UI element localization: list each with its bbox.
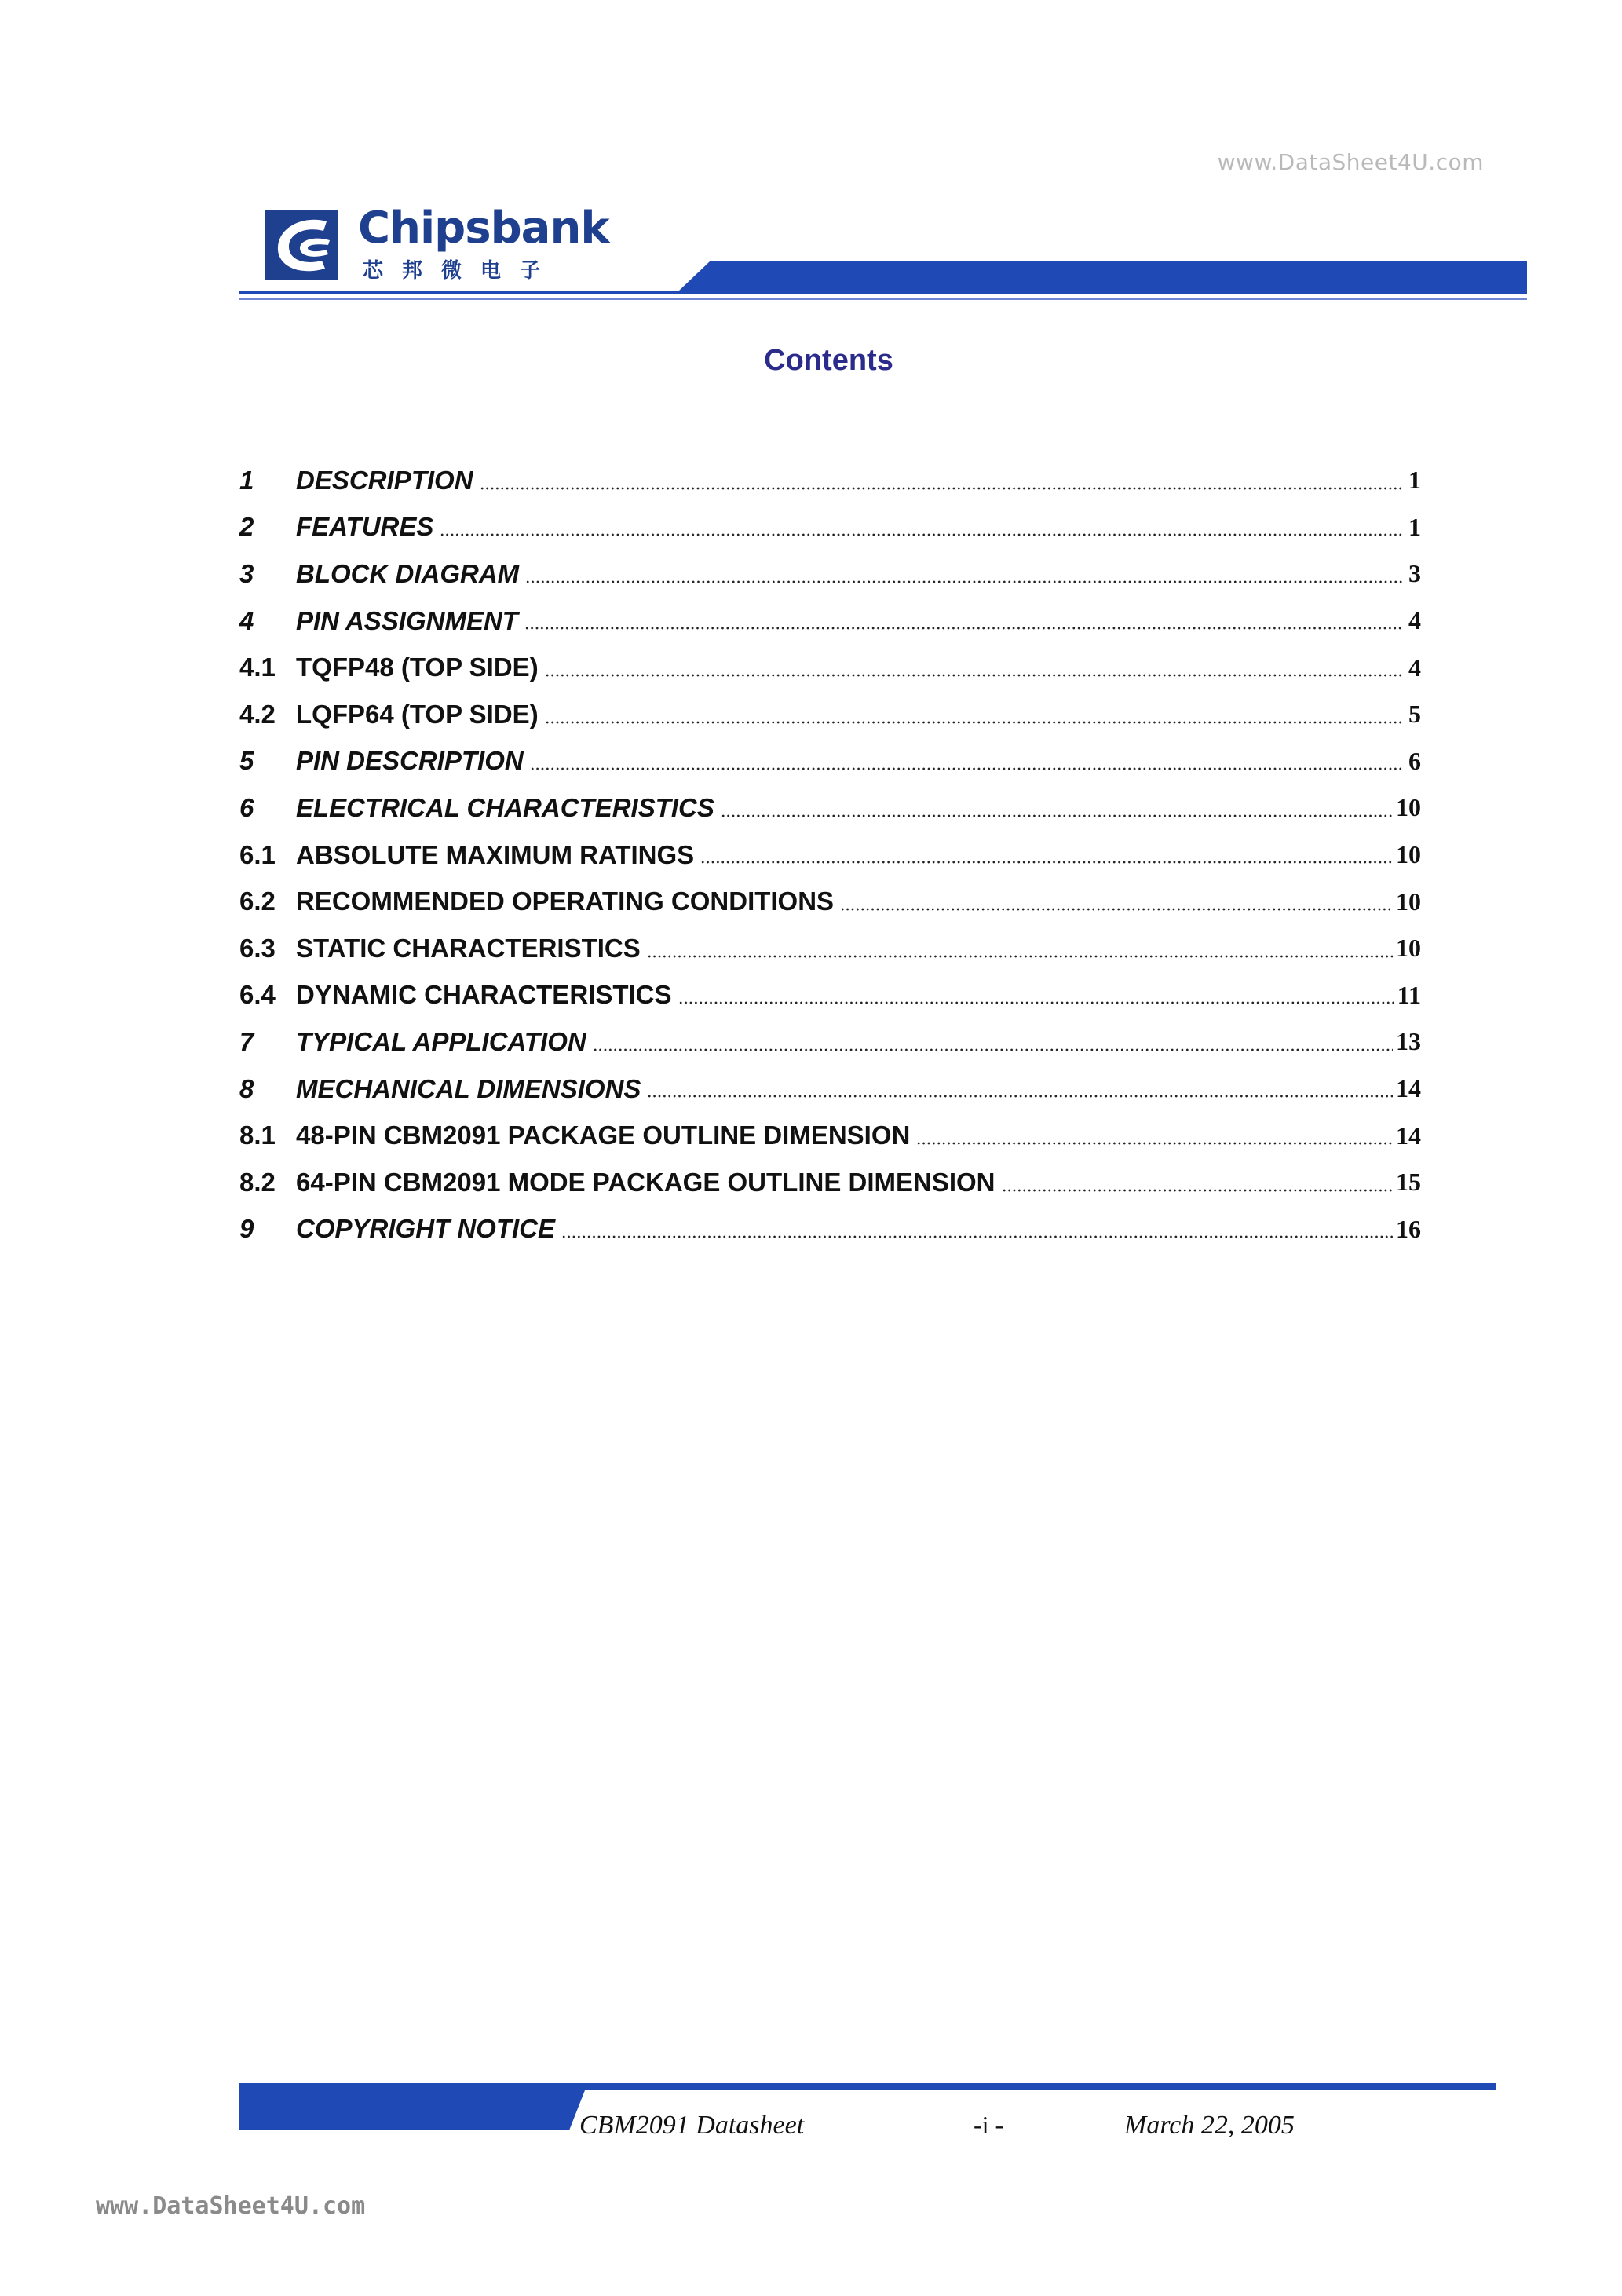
table-of-contents [239,457,1421,1252]
footer-date: March 22, 2005 [1124,2111,1295,2140]
toc-dot-leader [545,672,1404,678]
toc-entry[interactable] [239,457,1421,504]
toc-entry[interactable] [239,1206,1421,1253]
toc-entry-number: 8.1 [239,1121,276,1150]
toc-entry-page: 1 [1408,466,1421,495]
logo-subtitle: 芯邦微电子 [363,259,560,283]
toc-entry[interactable] [239,504,1421,551]
toc-entry-title: PIN DESCRIPTION [296,746,524,776]
toc-entry-title: 64-PIN CBM2091 MODE PACKAGE OUTLINE DIMENSION [296,1167,995,1197]
toc-entry-title: FEATURES [296,512,434,542]
toc-entry-page: 13 [1396,1027,1421,1056]
watermark-top: www.DataSheet4U.com [1217,149,1484,175]
toc-entry-number: 6.4 [239,980,276,1010]
toc-entry-number: 8.2 [239,1167,276,1197]
toc-entry[interactable] [239,1066,1421,1113]
toc-dot-leader [525,579,1404,585]
toc-dot-leader [840,906,1393,912]
toc-entry-page: 10 [1396,934,1421,963]
toc-entry-title: DYNAMIC CHARACTERISTICS [296,980,672,1010]
toc-entry-title: DESCRIPTION [296,465,473,495]
toc-entry-number: 2 [239,512,254,542]
toc-entry-page: 10 [1396,793,1421,822]
toc-entry-page: 11 [1397,980,1421,1009]
toc-dot-leader [647,953,1393,960]
footer-doc-title: CBM2091 Datasheet [579,2111,805,2140]
toc-entry-number: 8 [239,1073,254,1103]
toc-dot-leader [647,1093,1393,1099]
toc-entry[interactable] [239,691,1421,738]
toc-entry-number: 3 [239,558,254,588]
toc-entry-title: TQFP48 (TOP SIDE) [296,653,539,682]
toc-entry-number: 5 [239,746,254,776]
toc-entry[interactable] [239,878,1421,925]
toc-entry-number: 6.3 [239,933,276,963]
toc-entry-title: TYPICAL APPLICATION [296,1026,586,1056]
toc-entry-number: 1 [239,465,254,495]
toc-entry-page: 4 [1408,653,1421,682]
toc-entry[interactable] [239,598,1421,645]
toc-entry-number: 4.2 [239,699,276,729]
toc-entry-title: RECOMMENDED OPERATING CONDITIONS [296,887,835,916]
toc-dot-leader [593,1047,1393,1053]
toc-entry[interactable] [239,832,1421,879]
toc-entry-title: PIN ASSIGNMENT [296,605,518,635]
toc-entry-title: COPYRIGHT NOTICE [296,1214,556,1244]
toc-entry-title: MECHANICAL DIMENSIONS [296,1073,641,1103]
toc-entry-number: 9 [239,1214,254,1244]
toc-entry[interactable] [239,784,1421,832]
toc-entry-title: ELECTRICAL CHARACTERISTICS [296,792,714,822]
toc-entry-page: 10 [1396,840,1421,869]
toc-dot-leader [524,625,1404,631]
toc-dot-leader [916,1140,1393,1146]
footer-bar [239,2083,1496,2130]
toc-entry-number: 4.1 [239,653,276,682]
toc-entry-title: LQFP64 (TOP SIDE) [296,699,539,729]
toc-entry[interactable] [239,738,1421,785]
toc-entry-page: 15 [1396,1168,1421,1197]
toc-dot-leader [561,1234,1393,1240]
toc-entry-page: 6 [1408,746,1421,775]
toc-entry-page: 10 [1396,887,1421,916]
toc-entry-page: 14 [1396,1074,1421,1103]
toc-entry-page: 5 [1408,700,1421,729]
footer-page-number: -i - [974,2111,1004,2139]
toc-entry-number: 6.2 [239,887,276,916]
toc-entry[interactable] [239,972,1421,1019]
toc-dot-leader [1002,1187,1393,1194]
logo-name: Chipsbank [358,203,609,254]
toc-dot-leader [545,719,1404,726]
toc-entry-page: 1 [1408,512,1421,541]
toc-entry-number: 6 [239,792,254,822]
toc-entry[interactable] [239,1112,1421,1159]
toc-dot-leader [700,859,1393,865]
toc-entry-page: 14 [1396,1121,1421,1150]
header-bar [239,259,1527,303]
toc-entry-page: 3 [1408,559,1421,588]
watermark-bottom: www.DataSheet4U.com [96,2192,366,2220]
toc-entry-number: 4 [239,605,254,635]
toc-entry[interactable] [239,550,1421,598]
toc-entry[interactable] [239,925,1421,972]
toc-dot-leader [480,485,1404,492]
toc-entry-title: BLOCK DIAGRAM [296,558,520,588]
toc-dot-leader [678,1000,1394,1006]
toc-entry-number: 7 [239,1026,254,1056]
page-title: Contents [764,344,893,377]
toc-entry-title: ABSOLUTE MAXIMUM RATINGS [296,839,695,869]
toc-entry[interactable] [239,1018,1421,1066]
toc-entry-page: 4 [1408,606,1421,635]
toc-entry[interactable] [239,1159,1421,1206]
toc-entry-number: 6.1 [239,839,276,869]
toc-entry-page: 16 [1396,1214,1421,1243]
toc-dot-leader [440,532,1404,538]
toc-dot-leader [530,766,1404,772]
toc-entry-title: 48-PIN CBM2091 PACKAGE OUTLINE DIMENSION [296,1121,911,1150]
toc-entry[interactable] [239,644,1421,691]
toc-entry-title: STATIC CHARACTERISTICS [296,933,641,963]
toc-dot-leader [721,813,1393,819]
